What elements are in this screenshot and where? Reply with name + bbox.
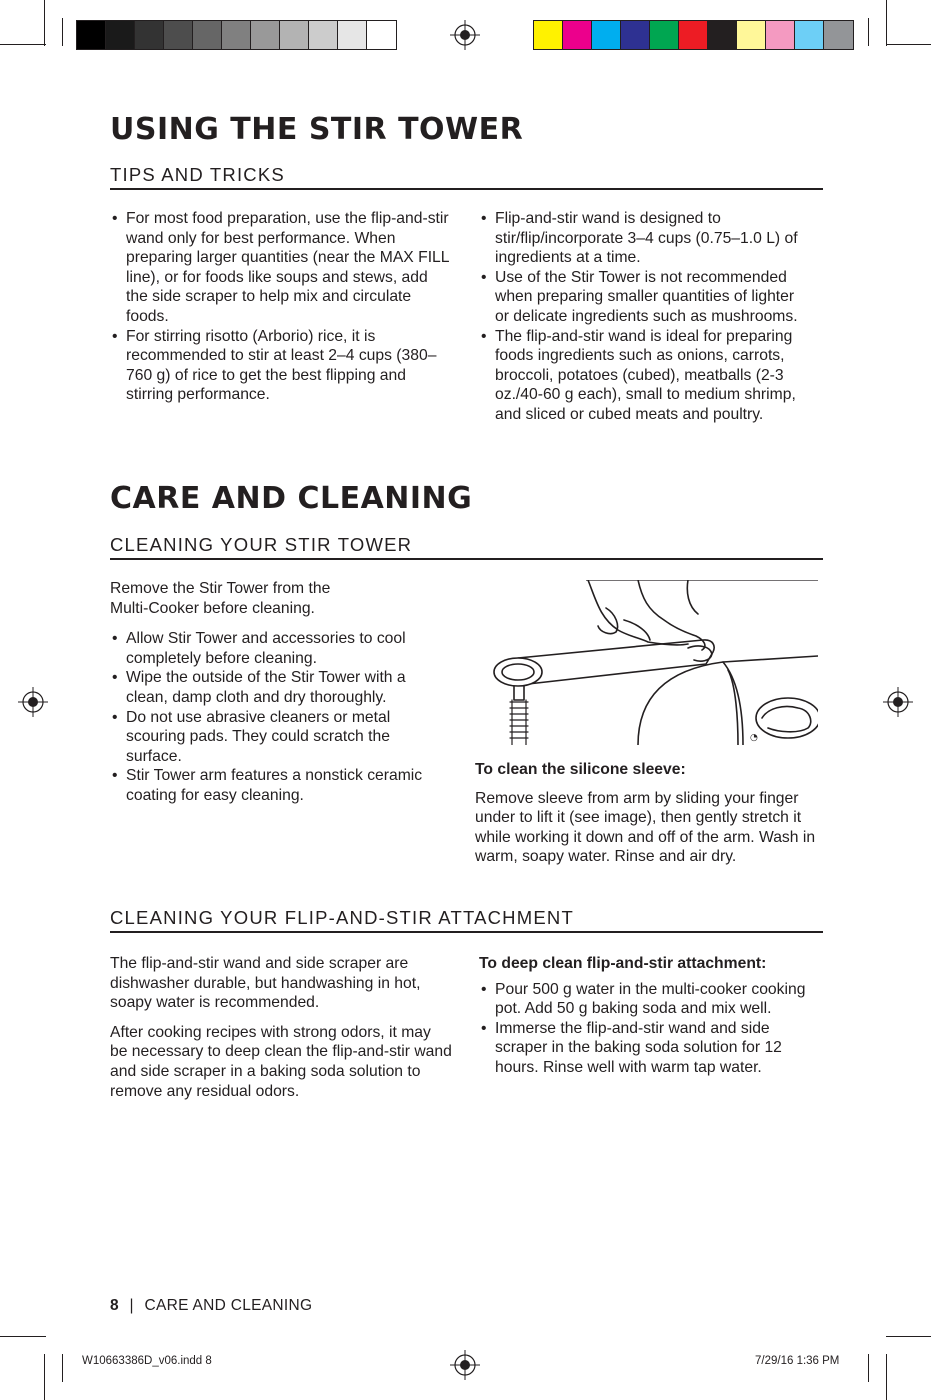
sleeve-heading: To clean the silicone sleeve: (475, 761, 686, 778)
silicone-sleeve-illustration (488, 580, 818, 745)
color-swatch (77, 21, 106, 49)
bullet-item: • Use of the Stir Tower is not recommended when preparing smaller quantities of lighter or delicate ingredients such as mushrooms. (479, 268, 809, 327)
color-swatch (251, 21, 280, 49)
care-title: CARE AND CLEANING (110, 481, 473, 516)
bullet-item: • Wipe the outside of the Stir Tower with a clean, damp cloth and dry thoroughly. (110, 668, 446, 707)
registration-mark-icon (883, 687, 913, 717)
bullet-item: • Stir Tower arm features a nonstick ceramic coating for easy cleaning. (110, 766, 446, 805)
crop-mark (0, 44, 46, 45)
color-swatch (650, 21, 679, 49)
tips-right-column (479, 209, 809, 425)
tips-left-column (110, 209, 452, 405)
sleeve-column (475, 760, 820, 867)
color-swatch (106, 21, 135, 49)
bullet-item: • Allow Stir Tower and accessories to cool completely before cleaning. (110, 629, 446, 668)
section-heading-stir-tower: CLEANING YOUR STIR TOWER (110, 534, 823, 560)
crop-mark (62, 18, 63, 46)
bullet-item: • Do not use abrasive cleaners or metal scouring pads. They could scratch the surface. (110, 708, 446, 767)
section-heading-attachment: CLEANING YOUR FLIP-AND-STIR ATTACHMENT (110, 907, 823, 933)
deep-clean-column (479, 954, 824, 1078)
color-swatch (563, 21, 592, 49)
color-swatch (193, 21, 222, 49)
footer-section: CARE AND CLEANING (144, 1297, 313, 1314)
crop-mark (886, 1336, 931, 1337)
bullet-item: • For stirring risotto (Arborio) rice, it is recommended to stir at least 2–4 cups (380–760 g) of rice to get the best flipping and stirring performance. (110, 327, 452, 405)
attachment-left-column (110, 954, 452, 1101)
svg-text:◔: ◔ (750, 733, 758, 743)
crop-mark (44, 0, 45, 46)
page-number: 8 (110, 1297, 119, 1314)
cleaning-left-column (110, 579, 446, 806)
color-swatch (824, 21, 853, 49)
registration-mark-icon (18, 687, 48, 717)
tips-left-list (110, 209, 452, 405)
tips-right-list (479, 209, 809, 425)
bullet-item: • Flip-and-stir wand is designed to stir/flip/incorporate 3–4 cups (0.75–1.0 L) of ingredients at a time. (479, 209, 809, 268)
color-swatch (309, 21, 338, 49)
crop-mark (886, 0, 887, 46)
color-swatch (338, 21, 367, 49)
color-swatch (164, 21, 193, 49)
crop-mark (868, 1354, 869, 1382)
registration-mark-icon (450, 1350, 480, 1380)
color-swatch (135, 21, 164, 49)
crop-mark (0, 1336, 46, 1337)
color-swatch (795, 21, 824, 49)
color-swatch (708, 21, 737, 49)
bullet-item: • The flip-and-stir wand is ideal for preparing foods ingredients such as onions, carrots, broccoli, potatoes (cubed), meatballs (2-3 oz./40-60 g each), small to medium shrimp, and sliced or cubed meats and poultry. (479, 327, 809, 425)
registration-mark-icon (450, 20, 480, 50)
sleeve-text: Remove sleeve from arm by sliding your finger under to lift it (see image), then gently stretch it while working it down and off of the arm. Wash in warm, soapy water. Rinse and air dry. (475, 789, 816, 866)
crop-mark (62, 1354, 63, 1382)
page-footer (110, 1297, 312, 1315)
bullet-item: • Pour 500 g water in the multi-cooker cooking pot. Add 50 g baking soda and mix well. (479, 980, 824, 1019)
color-swatch (534, 21, 563, 49)
slug-timestamp: 7/29/16 1:36 PM (755, 1355, 840, 1367)
section-heading-tips: TIPS AND TRICKS (110, 164, 823, 190)
process-color-bar (533, 20, 854, 50)
color-swatch (367, 21, 396, 49)
bullet-item: • Immerse the flip-and-stir wand and side scraper in the baking soda solution for 12 hours. Rinse well with warm tap water. (479, 1019, 824, 1078)
color-swatch (679, 21, 708, 49)
color-swatch (222, 21, 251, 49)
gray-color-bar (76, 20, 397, 50)
deep-clean-heading: To deep clean flip-and-stir attachment: (479, 955, 767, 972)
cleaning-bullet-list (110, 629, 446, 805)
color-swatch (737, 21, 766, 49)
page-title: USING THE STIR TOWER (110, 112, 524, 147)
attachment-paragraph-1: The flip-and-stir wand and side scraper are dishwasher durable, but handwashing in hot, soapy water is recommended. (110, 955, 421, 1012)
crop-mark (886, 1354, 887, 1400)
deep-clean-bullet-list (479, 980, 824, 1078)
color-swatch (280, 21, 309, 49)
bullet-item: • For most food preparation, use the flip-and-stir wand only for best performance. When preparing larger quantities (near the MAX FILL line), or for foods like soups and stews, add the side scraper to help mix and circulate foods. (110, 209, 452, 327)
footer-separator: | (129, 1297, 134, 1314)
color-swatch (592, 21, 621, 49)
color-swatch (766, 21, 795, 49)
slug-filename: W10663386D_v06.indd 8 (82, 1355, 212, 1367)
attachment-paragraph-2: After cooking recipes with strong odors, it may be necessary to deep clean the flip-and-stir wand and side scraper in a baking soda solution to remove any residual odors. (110, 1023, 452, 1100)
crop-mark (44, 1354, 45, 1400)
crop-mark (868, 18, 869, 46)
crop-mark (886, 44, 931, 45)
color-swatch (621, 21, 650, 49)
cleaning-intro: Remove the Stir Tower from the Multi-Cooker before cleaning. (110, 580, 331, 617)
